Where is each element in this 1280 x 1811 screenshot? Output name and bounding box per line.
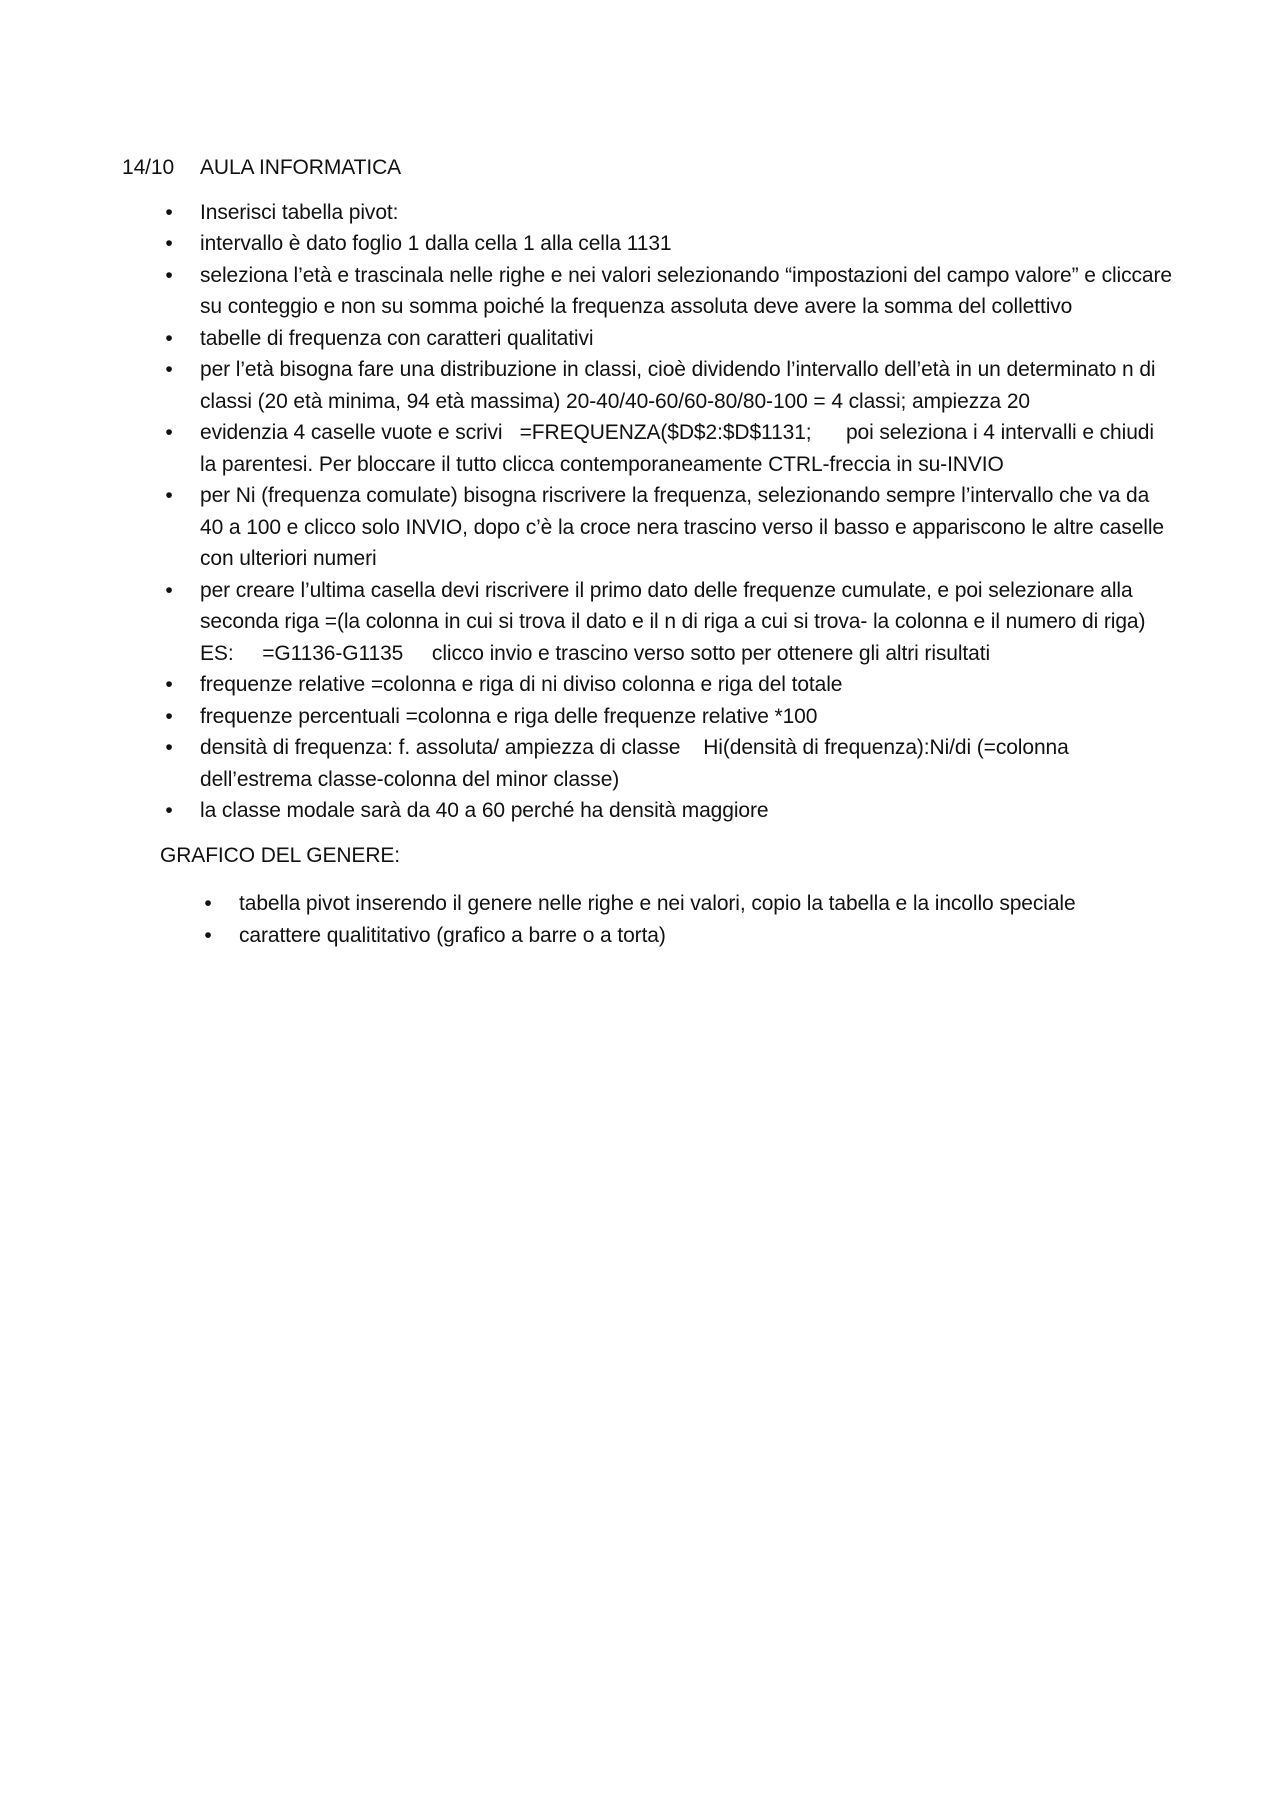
list-item (122, 197, 1172, 229)
bullet-icon: • (165, 200, 173, 224)
list-item (122, 228, 1172, 260)
bullet-icon: • (165, 421, 173, 444)
list-item-text: densità di frequenza: f. assoluta/ ampiezza di classe Hi(densità di frequenza):Ni/di (=colonna dell’estrema classe-colonna del minor classe) (200, 736, 1075, 791)
list-item-text: intervallo è dato foglio 1 dalla cella 1 alla cella 1131 (200, 232, 672, 255)
bullet-icon: • (165, 358, 173, 381)
document-content (122, 152, 1172, 951)
bullet-icon: • (204, 892, 212, 915)
list-item-text: la classe modale sarà da 40 a 60 perché ha densità maggiore (200, 799, 769, 822)
list-item-text: per Ni (frequenza comulate) bisogna riscrivere la frequenza, selezionando sempre l’intervallo che va da 40 a 100 e clicco solo INVIO, dopo c’è la croce nera trascino verso il basso e appariscono le altre caselle con ulteriori numeri (200, 484, 1164, 570)
bullet-list-genere (122, 888, 1172, 951)
bullet-icon: • (165, 263, 173, 287)
list-item-text: carattere qualititativo (grafico a barre o a torta) (239, 923, 666, 947)
list-item (122, 575, 1172, 670)
bullet-icon: • (165, 704, 173, 728)
list-item (122, 417, 1172, 480)
list-item-text: tabella pivot inserendo il genere nelle righe e nei valori, copio la tabella e la incollo speciale (239, 892, 1076, 915)
list-item-text: per l’età bisogna fare una distribuzione in classi, cioè dividendo l’intervallo dell’età in un determinato n di classi (20 età minima, 94 età massima) 20-40/40-60/60-80/80-100 = 4 classi; ampiezza 20 (200, 358, 1156, 413)
list-item-text: Inserisci tabella pivot: (200, 200, 399, 224)
bullet-icon: • (165, 799, 173, 822)
list-item-text: tabelle di frequenza con caratteri qualitativi (200, 326, 594, 350)
bullet-icon: • (165, 326, 173, 350)
section-heading: GRAFICO DEL GENERE: (160, 843, 401, 867)
bullet-icon: • (165, 484, 173, 507)
list-item (122, 480, 1172, 575)
list-item-text: evidenzia 4 caselle vuote e scrivi =FREQUENZA($D$2:$D$1131; poi seleziona i 4 intervalli e chiudi la parentesi. Per bloccare il tutto clicca contemporaneamente CTRL-freccia in su-INVIO (200, 421, 1160, 476)
list-item (122, 795, 1172, 827)
page-heading (122, 152, 1172, 184)
list-item-text: frequenze percentuali =colonna e riga delle frequenze relative *100 (200, 704, 818, 728)
list-item (122, 888, 1172, 920)
list-item-text: frequenze relative =colonna e riga di ni diviso colonna e riga del totale (200, 673, 843, 696)
heading-date: 14/10 (122, 156, 175, 179)
list-item (122, 732, 1172, 795)
list-item (122, 920, 1172, 952)
bullet-icon: • (204, 923, 212, 947)
bullet-icon: • (165, 578, 173, 602)
list-item (122, 323, 1172, 355)
list-item (122, 354, 1172, 417)
bullet-icon: • (165, 232, 173, 255)
bullet-list (122, 197, 1172, 827)
list-item (122, 669, 1172, 701)
list-item (122, 701, 1172, 733)
list-item (122, 260, 1172, 323)
list-item-text: per creare l’ultima casella devi riscrivere il primo dato delle frequenze cumulate, e poi selezionare alla seconda riga =(la colonna in cui si trova il dato e il n di riga a cui si trova- la colonna e il numero di riga) ES: =G1136-G1135 clicco invio e trascino verso sotto per ottenere gli altri risultati (200, 578, 1152, 665)
list-item-text: seleziona l’età e trascinala nelle righe e nei valori selezionando “impostazioni del campo valore” e cliccare su conteggio e non su somma poiché la frequenza assoluta deve avere la somma del collettivo (200, 263, 1172, 318)
bullet-icon: • (165, 673, 173, 696)
bullet-icon: • (165, 736, 173, 759)
heading-title: AULA INFORMATICA (200, 156, 402, 179)
